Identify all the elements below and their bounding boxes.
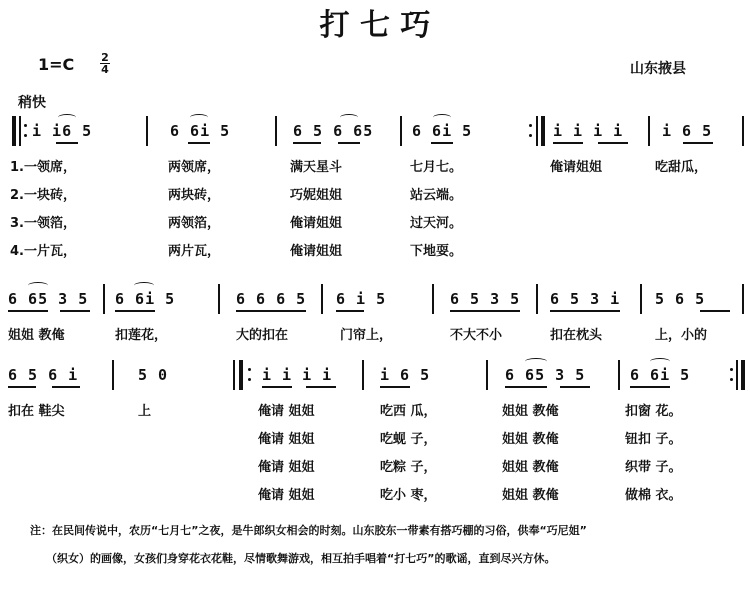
lyric: 扣莲花， [115, 328, 168, 343]
measure: i i i i [553, 122, 624, 140]
footnote-line-1: 注：在民间传说中，农历“七月七”之夜，是牛郎织女相会的时刻。山东胶东一带素有搭巧棚的习俗，供奉“巧尼姐” [30, 524, 587, 537]
lyric: 钮扣 子。 [625, 432, 682, 447]
measure: 6 65 3 5 [505, 366, 586, 384]
measure: 6 6 6 5 [236, 290, 307, 308]
measure: i 6 5 [380, 366, 431, 384]
lyric: 上，小的 [655, 328, 708, 343]
measure: 5 0 [138, 366, 169, 384]
lyric: 扣在枕头 [550, 328, 603, 343]
lyric: 姐姐 教俺 [502, 404, 559, 419]
staff-row-1 [0, 112, 750, 262]
measure: 6 65 3 5 [8, 290, 89, 308]
lyric: 不大不小 [450, 328, 503, 343]
measure: 6 6i 5 [412, 122, 473, 140]
time-sig-numerator: 2 [101, 51, 109, 64]
measure: 6 i 5 [336, 290, 387, 308]
lyric: 织带 子。 [625, 460, 682, 475]
lyric: 姐姐 教俺 [502, 488, 559, 503]
lyric: 下地耍。 [410, 244, 463, 259]
key-signature: 1=C [38, 55, 75, 74]
measure: 6 6i 5 [170, 122, 231, 140]
time-signature [100, 52, 110, 75]
footnote-line-2: （织女）的画像，女孩们身穿花衣花鞋，尽情歌舞游戏，相互拍手唱着“打七巧”的歌谣，直到尽兴方休。 [46, 552, 556, 565]
time-sig-denominator: 4 [101, 63, 109, 76]
staff-row-3 [0, 356, 750, 516]
lyric: 吃甜瓜， [655, 160, 708, 175]
lyric: 吃小 枣， [380, 488, 437, 503]
lyric: 两领箔， [168, 216, 221, 231]
measure: i 6 5 [662, 122, 713, 140]
lyric: 吃粽 子， [380, 460, 437, 475]
lyric: 站云端。 [410, 188, 463, 203]
lyric: 满天星斗 [290, 160, 343, 175]
lyric: 过天河。 [410, 216, 463, 231]
lyric: 吃蚬 子， [380, 432, 437, 447]
lyric: 扣在 鞋尖 [8, 404, 65, 419]
measure: 6 6i 5 [630, 366, 691, 384]
measure: 5 6 5 [655, 290, 706, 308]
measure: 6 5 6 i [8, 366, 79, 384]
lyric: 大的扣在 [236, 328, 289, 343]
measure: i i i i [262, 366, 333, 384]
measure: 6 6i 5 [115, 290, 176, 308]
lyric: 俺请姐姐 [550, 160, 603, 175]
lyric: 姐姐 教俺 [502, 432, 559, 447]
lyric: 俺请姐姐 [290, 244, 343, 259]
lyric: 俺请姐姐 [290, 216, 343, 231]
lyric: 2.一块砖， [10, 188, 76, 203]
lyric: 上 [138, 404, 152, 419]
lyric: 七月七。 [410, 160, 463, 175]
lyric: 姐姐 教俺 [8, 328, 65, 343]
song-origin: 山东掖县 [630, 61, 686, 77]
lyric: 姐姐 教俺 [502, 460, 559, 475]
lyric: 门帘上， [340, 328, 393, 343]
lyric: 扣窗 花。 [625, 404, 682, 419]
lyric: 3.一领箔， [10, 216, 76, 231]
lyric: 俺请 姐姐 [258, 432, 315, 447]
lyric: 做棉 衣。 [625, 488, 682, 503]
lyric: 俺请 姐姐 [258, 488, 315, 503]
lyric: 俺请 姐姐 [258, 404, 315, 419]
song-title: 打 七 巧 [319, 8, 431, 43]
lyric: 4.一片瓦， [10, 244, 76, 259]
lyric: 两片瓦， [168, 244, 221, 259]
measure: i i6 5 [32, 122, 93, 140]
tempo-marking: 稍快 [18, 95, 46, 111]
lyric: 俺请 姐姐 [258, 460, 315, 475]
lyric: 两领席， [168, 160, 221, 175]
staff-row-2 [0, 280, 750, 343]
lyric: 两块砖， [168, 188, 221, 203]
lyric: 1.一领席， [10, 160, 76, 175]
measure: 6 5 6 65 [293, 122, 374, 140]
lyric: 巧妮姐姐 [290, 188, 343, 203]
measure: 6 5 3 5 [450, 290, 521, 308]
lyric: 吃西 瓜， [380, 404, 437, 419]
measure: 6 5 3 i [550, 290, 621, 308]
